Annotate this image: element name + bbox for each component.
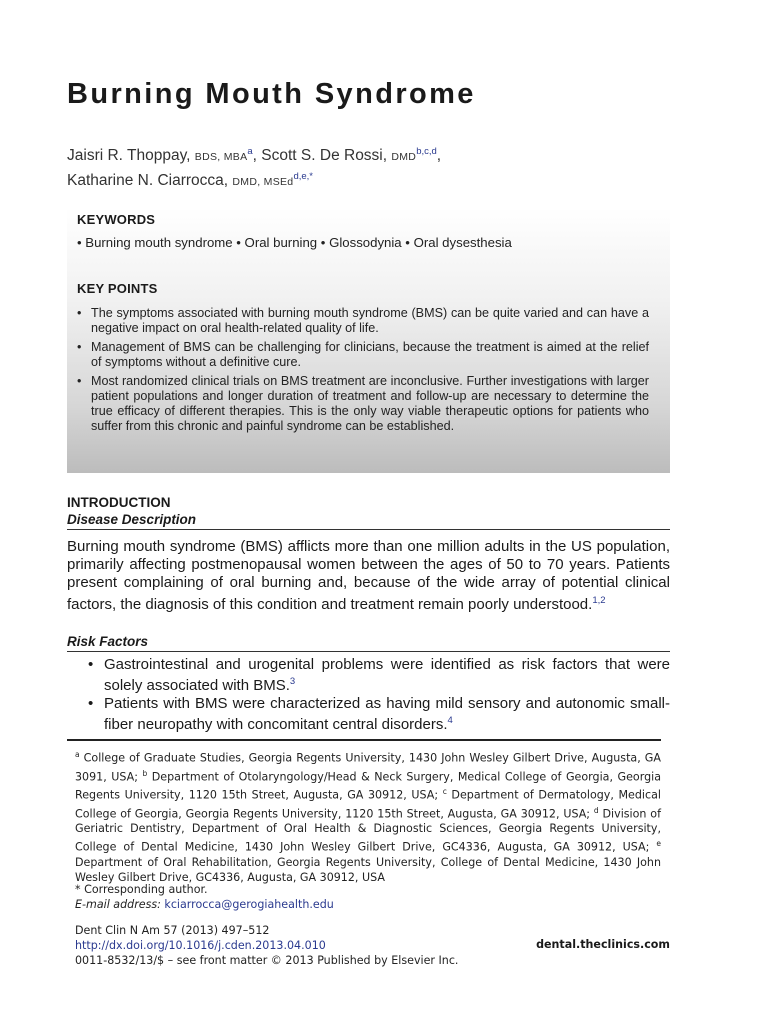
affiliation-text: Division of Geriatric Dentistry, Department of Oral Health & Diagnostic Sciences, Georgia Regents University, College of Dental Medicine, 1430 John Wesley Gilbert Drive, GC4336, Augusta, GA 30912, USA;: [75, 807, 661, 854]
article-title: Burning Mouth Syndrome: [67, 78, 476, 110]
affiliation-mark: a: [75, 750, 80, 759]
reference-link[interactable]: 3: [289, 676, 296, 687]
author-name: Scott S. De Rossi,: [261, 147, 388, 165]
disease-description-text: Burning mouth syndrome (BMS) afflicts more than one million adults in the US population, primarily affecting postmenopausal women between the ages of 50 to 70 years. Patients present complaining of oral burning and, because of the wide array of potential clinical factors, the diagnosis of this condition and treatment remain poorly understood.: [67, 538, 670, 613]
risk-factor-text: Gastrointestinal and urogenital problems were identified as risk factors that were solely associated with BMS.: [104, 656, 670, 694]
author-affiliation-mark: b,c,d: [416, 146, 437, 157]
author-credentials: BDS, MBA: [194, 151, 248, 164]
reference-link[interactable]: 4: [447, 715, 453, 726]
email-label: E-mail address:: [75, 898, 161, 911]
author-separator: ,: [252, 147, 257, 165]
key-point-item: • Management of BMS can be challenging for clinicians, because the treatment is aimed at the relief of symptoms without a definitive cure.: [77, 340, 649, 370]
affiliation-mark: c: [442, 787, 447, 797]
author-list: [67, 142, 441, 192]
author-affiliation-mark: d,e,*: [293, 171, 313, 183]
affiliation-text: Department of Dermatology, Medical College of Georgia, Georgia Regents University, 1120 15th Street, Augusta, GA 30912, USA;: [75, 788, 661, 821]
affiliation-text: College of Graduate Studies, Georgia Regents University, 1430 John Wesley Gilbert Drive, Augusta, GA 3091, USA;: [75, 751, 661, 784]
affiliation-mark: d: [593, 805, 599, 815]
footnote-divider: [67, 739, 661, 741]
reference-link[interactable]: 1,2: [592, 595, 606, 606]
risk-factor-item: [67, 695, 670, 733]
author-line-2: [67, 167, 441, 192]
affiliation-text: Department of Otolaryngology/Head & Neck Surgery, Medical College of Georgia, Georgia Regents University, 1120 15th Street, Augusta, GA 30912, USA;: [75, 770, 661, 802]
author-line-1: [67, 142, 441, 167]
email-line: [75, 898, 334, 911]
journal-website[interactable]: dental.theclinics.com: [536, 938, 670, 951]
key-points-heading: KEY POINTS: [77, 281, 158, 296]
risk-factor-text: Patients with BMS were characterized as having mild sensory and autonomic small-fiber neuropathy with concomitant central disorders.: [104, 695, 670, 733]
keywords-keypoints-box: [67, 208, 670, 473]
risk-factor-item: [67, 656, 670, 694]
author-name: Jaisri R. Thoppay,: [67, 147, 191, 165]
author-name: Katharine N. Ciarrocca,: [67, 172, 229, 190]
author-separator: ,: [436, 147, 442, 165]
affiliation-mark: e: [656, 839, 662, 849]
key-point-item: • Most randomized clinical trials on BMS treatment are inconclusive. Further investigations with larger patient populations and longer duration of treatment and follow-up are necessary to determine the true efficacy of different therapies. This is the only way viable therapeutic options for patients who suffer from this chronic and painful syndrome can be established.: [77, 374, 649, 434]
doi-link[interactable]: http://dx.doi.org/10.1016/j.cden.2013.04.010: [75, 939, 326, 952]
risk-factors-list: [67, 656, 670, 734]
author-credentials: DMD, MSEd: [232, 176, 294, 189]
publication-info: [75, 923, 458, 968]
disease-description-paragraph: [67, 538, 670, 614]
introduction-heading: INTRODUCTION: [67, 495, 171, 510]
corresponding-author-note: * Corresponding author.: [75, 883, 208, 896]
key-points-list: [77, 306, 649, 438]
email-link[interactable]: kciarrocca@gerogiahealth.edu: [164, 898, 334, 911]
risk-factors-heading: Risk Factors: [67, 634, 670, 652]
keywords-heading: KEYWORDS: [77, 212, 156, 227]
affiliation-text: Department of Oral Rehabilitation, Georgia Regents University, College of Dental Medicine, 1430 John Wesley Gilbert Drive, GC4336, Augusta, GA 30912, USA: [75, 855, 661, 884]
affiliations-footnote: [75, 748, 661, 886]
journal-citation: Dent Clin N Am 57 (2013) 497–512: [75, 924, 270, 937]
key-point-item: • The symptoms associated with burning mouth syndrome (BMS) can be quite varied and can have a negative impact on oral health-related quality of life.: [77, 306, 649, 336]
disease-description-heading: Disease Description: [67, 512, 670, 530]
keywords-list: • Burning mouth syndrome • Oral burning • Glossodynia • Oral dysesthesia: [77, 235, 512, 250]
copyright-line: 0011-8532/13/$ – see front matter © 2013 Published by Elsevier Inc.: [75, 954, 459, 967]
author-credentials: DMD: [391, 151, 417, 164]
affiliation-mark: b: [142, 768, 148, 778]
author-affiliation-mark: a: [247, 146, 253, 157]
